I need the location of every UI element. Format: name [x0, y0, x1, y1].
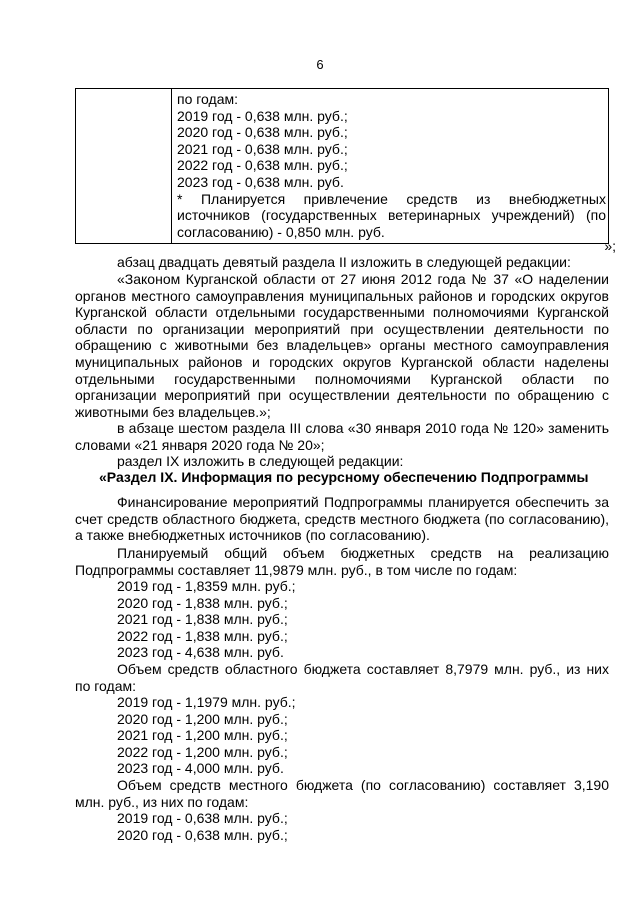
list-item: 2020 год - 1,838 млн. руб.;	[117, 594, 288, 611]
list-item: 2020 год - 0,638 млн. руб.;	[117, 826, 288, 843]
paragraph: Объем средств областного бюджета составляет 8,7979 млн. руб., из них по годам:	[75, 661, 609, 694]
paragraph: в абзаце шестом раздела III слова «30 января 2010 года № 120» заменить словами «21 января 2020 года № 20»;	[75, 420, 609, 453]
paragraph: «Законом Курганской области от 27 июня 2012 года № 37 «О наделении органов местного самоуправления муниципальных районов и городских округов Курганской области отдельными государственными полномочиями Курганской области по организации мероприятий при осуществлении деятельности по обращению с животными без владельцев» органы местного самоуправления муниципальных районов и городских округов Курганской области наделены отдельными государственными полномочиями Курганской области по организации мероприятий при осуществлении деятельности по обращению с животными без владельцев.»;	[75, 271, 609, 420]
table-line: 2021 год - 0,638 млн. руб.;	[177, 140, 348, 157]
list-item: 2021 год - 1,838 млн. руб.;	[117, 611, 288, 628]
table-line: 2023 год - 0,638 млн. руб.	[177, 173, 344, 190]
paragraph: Объем средств местного бюджета (по согласованию) составляет 3,190 млн. руб., из них по годам:	[75, 777, 609, 810]
year-list	[117, 694, 296, 777]
paragraph: абзац двадцать девятый раздела II изложить в следующей редакции:	[117, 254, 571, 270]
list-item: 2022 год - 1,200 млн. руб.;	[117, 743, 288, 760]
list-item: 2020 год - 1,200 млн. руб.;	[117, 710, 288, 727]
list-item: 2023 год - 4,638 млн. руб.	[117, 644, 284, 661]
table-line: 2019 год - 0,638 млн. руб.;	[177, 107, 348, 124]
table-line: 2022 год - 0,638 млн. руб.;	[177, 157, 348, 174]
table-line: по годам:	[177, 91, 239, 107]
list-item: 2021 год - 1,200 млн. руб.;	[117, 727, 288, 744]
list-item: 2022 год - 1,838 млн. руб.;	[117, 627, 288, 644]
list-item: 2019 год - 1,8359 млн. руб.;	[117, 578, 296, 594]
paragraph: Финансирование мероприятий Подпрограммы планируется обеспечить за счет средств областного бюджета, средств местного бюджета (по согласованию), а также внебюджетных источников (по согласованию).	[75, 494, 609, 544]
table-note-line: согласованию) - 0,850 млн. руб.	[177, 223, 385, 240]
paragraph: раздел IX изложить в следующей редакции:	[117, 453, 404, 469]
year-list	[117, 810, 288, 843]
list-item: 2019 год - 0,638 млн. руб.;	[117, 810, 288, 826]
table-right-cell	[172, 89, 609, 244]
table-line: 2020 год - 0,638 млн. руб.;	[177, 124, 348, 141]
list-item: 2019 год - 1,1979 млн. руб.;	[117, 694, 296, 710]
table-left-cell	[76, 89, 172, 244]
year-list	[117, 578, 296, 661]
table-note-line: источников (государственных ветеринарных учреждений) (по	[177, 207, 606, 224]
list-item: 2023 год - 4,000 млн. руб.	[117, 760, 284, 777]
funding-table	[75, 88, 609, 244]
closing-quote: »;	[604, 238, 616, 254]
table-note-line: * Планируется привлечение средств из внебюджетных	[177, 190, 606, 207]
paragraph: Планируемый общий объем бюджетных средств на реализацию Подпрограммы составляет 11,9879 млн. руб., в том числе по годам:	[75, 545, 609, 578]
page-number: 6	[316, 57, 324, 72]
section-heading: «Раздел IX. Информация по ресурсному обеспечению Подпрограммы	[99, 469, 589, 485]
